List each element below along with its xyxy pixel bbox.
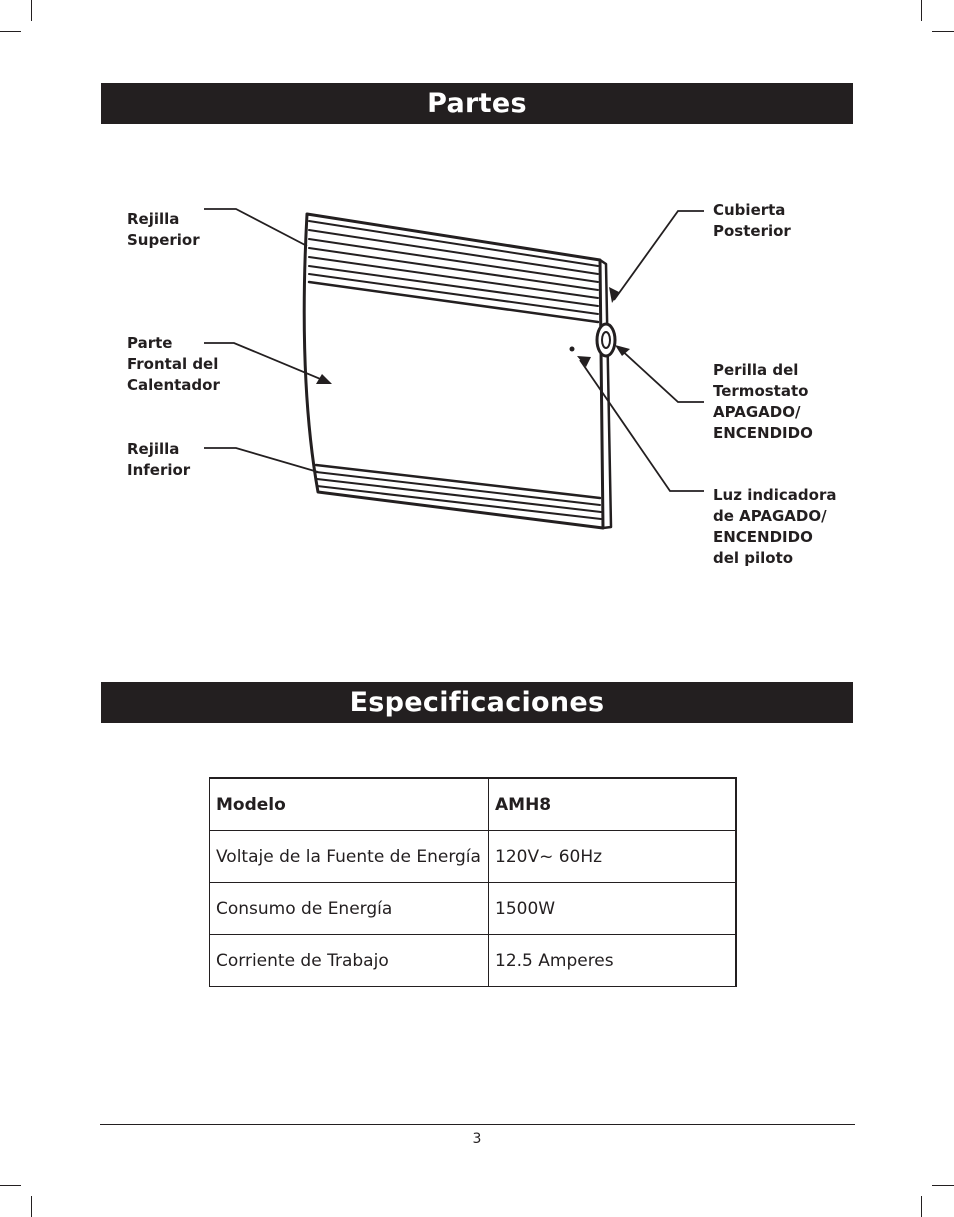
- spec-label: Modelo: [210, 778, 489, 831]
- label-thermostat-knob: Perilla del Termostato APAGADO/ ENCENDIDO: [713, 361, 813, 442]
- crop-mark: [932, 1185, 954, 1186]
- table-row: [210, 778, 737, 831]
- spec-value: 1500W: [489, 883, 737, 935]
- crop-mark: [31, 1196, 32, 1217]
- spec-label: Consumo de Energía: [210, 883, 489, 935]
- spec-label: Voltaje de la Fuente de Energía: [210, 831, 489, 883]
- parts-section-title: Partes: [101, 83, 853, 124]
- label-heater-front: Parte Frontal del Calentador: [127, 334, 220, 394]
- label-top-grille: Rejilla Superior: [127, 210, 200, 249]
- footer-divider: [100, 1124, 855, 1125]
- crop-mark: [921, 1196, 922, 1217]
- label-bottom-grille: Rejilla Inferior: [127, 440, 191, 479]
- table-row: [210, 831, 737, 883]
- spec-label: Corriente de Trabajo: [210, 935, 489, 987]
- specs-table: [209, 777, 737, 987]
- label-pilot-light: Luz indicadora de APAGADO/ ENCENDIDO del piloto: [713, 486, 837, 567]
- spec-value: AMH8: [489, 778, 737, 831]
- table-row: [210, 935, 737, 987]
- specs-section-title: Especificaciones: [101, 682, 853, 723]
- spec-value: 120V~ 60Hz: [489, 831, 737, 883]
- page-number: 3: [472, 1131, 482, 1147]
- table-row: [210, 883, 737, 935]
- label-back-cover: Cubierta Posterior: [713, 201, 791, 240]
- crop-mark: [0, 1185, 21, 1186]
- spec-value: 12.5 Amperes: [489, 935, 737, 987]
